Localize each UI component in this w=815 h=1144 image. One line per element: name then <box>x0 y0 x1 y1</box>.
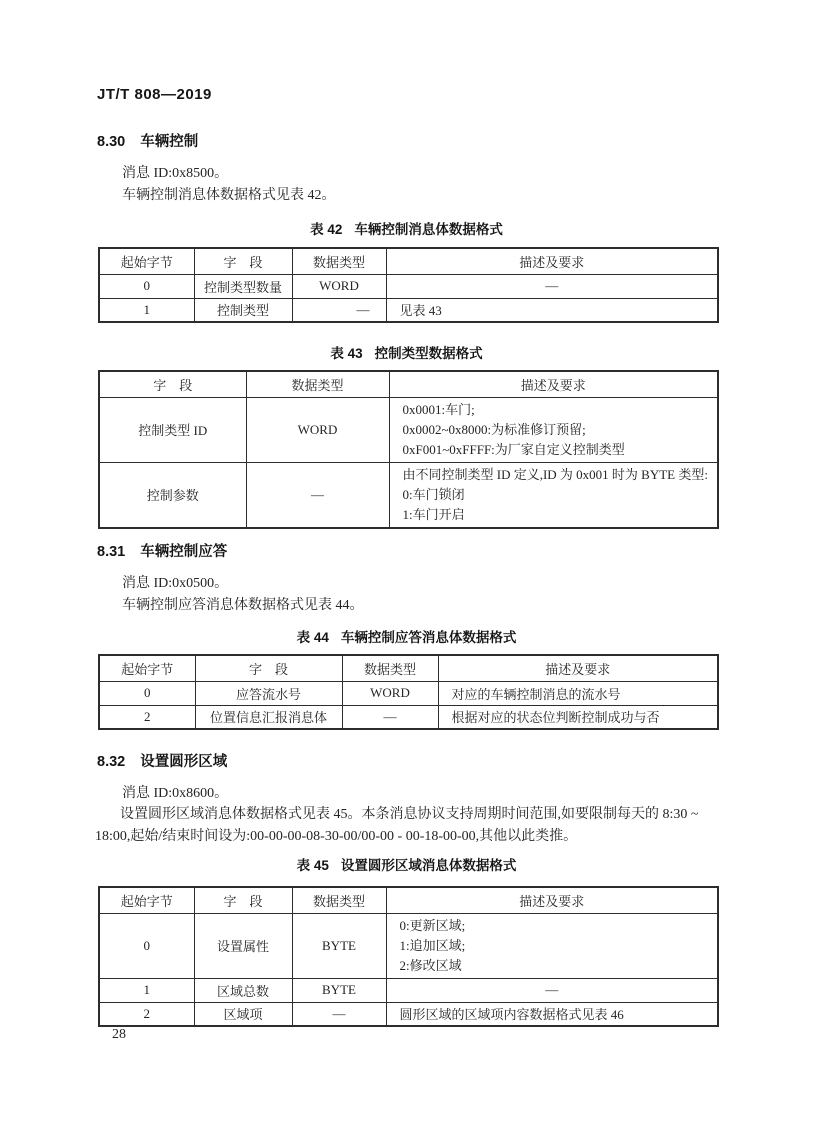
table-cell: BYTE <box>292 978 386 1002</box>
table-label: 表 44 <box>296 630 329 645</box>
table-45 <box>98 886 719 1027</box>
table-cell: BYTE <box>292 913 386 978</box>
table-cell: 区域总数 <box>194 978 292 1002</box>
header-cell: 字 段 <box>195 655 342 681</box>
table-row <box>99 397 718 462</box>
table-caption: 设置圆形区域消息体数据格式 <box>340 858 517 873</box>
table-label: 表 45 <box>296 858 329 873</box>
table-cell: WORD <box>342 681 438 705</box>
header-cell: 描述及要求 <box>386 887 718 913</box>
cell-line: 0xF001~0xFFFF:为厂家自定义控制类型 <box>402 441 625 457</box>
paragraph-msg-id-8500: 消息 ID:0x8500。 <box>122 166 229 181</box>
table-45-title <box>97 854 716 874</box>
table-row <box>99 705 718 729</box>
section-title: 车辆控制应答 <box>140 544 228 560</box>
section-title: 设置圆形区域 <box>140 754 228 770</box>
table-cell: 位置信息汇报消息体 <box>195 705 342 729</box>
section-heading-8-32 <box>97 750 227 771</box>
header-cell: 字 段 <box>194 887 292 913</box>
table-cell: 根据对应的状态位判断控制成功与否 <box>438 705 718 729</box>
paragraph-see-table-42: 车辆控制消息体数据格式见表 42。 <box>122 188 336 203</box>
table-44-title <box>97 626 716 646</box>
table-cell <box>386 913 718 978</box>
table-cell: 圆形区域的区域项内容数据格式见表 46 <box>386 1002 718 1026</box>
section-number: 8.31 <box>97 544 126 560</box>
cell-line: 0x0001:车门; <box>402 401 475 417</box>
paragraph-line: 设置圆形区域消息体数据格式见表 45。本条消息协议支持周期时间范围,如要限制每天的 8:30 ~ <box>120 807 699 822</box>
table-label: 表 43 <box>330 346 363 361</box>
table-header-row <box>99 887 718 913</box>
table-header-row <box>99 371 718 397</box>
page-number: 28 <box>112 1027 126 1042</box>
table-cell: — <box>386 274 718 298</box>
paragraph-circular-area <box>95 804 717 848</box>
table-caption: 车辆控制消息体数据格式 <box>354 222 503 237</box>
table-row <box>99 681 718 705</box>
cell-line: 2:修改区域 <box>399 957 462 973</box>
header-cell: 数据类型 <box>246 371 389 397</box>
section-heading-8-31 <box>97 540 227 561</box>
table-row <box>99 978 718 1002</box>
table-42-title <box>97 218 716 238</box>
table-cell: 对应的车辆控制消息的流水号 <box>438 681 718 705</box>
cell-line: 0x0002~0x8000:为标准修订预留; <box>402 421 586 437</box>
header-cell: 字 段 <box>99 371 246 397</box>
table-cell: 0 <box>99 274 194 298</box>
cell-line: 1:追加区域; <box>399 937 466 953</box>
table-label: 表 42 <box>310 222 343 237</box>
table-43-title <box>97 342 716 362</box>
table-cell: — <box>292 1002 386 1026</box>
table-cell: 控制类型数量 <box>194 274 292 298</box>
table-row <box>99 1002 718 1026</box>
section-heading-8-30 <box>97 130 198 151</box>
cell-line: 由不同控制类型 ID 定义,ID 为 0x001 时为 BYTE 类型: <box>402 466 708 482</box>
table-cell: 应答流水号 <box>195 681 342 705</box>
table-cell: 1 <box>99 298 194 322</box>
section-number: 8.30 <box>97 134 126 150</box>
table-row <box>99 274 718 298</box>
section-number: 8.32 <box>97 754 126 770</box>
paragraph-msg-id-0500: 消息 ID:0x0500。 <box>122 576 229 591</box>
table-cell: 0 <box>99 913 194 978</box>
cell-line: 0:车门锁闭 <box>402 486 465 502</box>
header-cell: 起始字节 <box>99 655 195 681</box>
table-row <box>99 298 718 322</box>
table-cell <box>389 462 718 528</box>
section-title: 车辆控制 <box>140 134 199 150</box>
table-cell: 区域项 <box>194 1002 292 1026</box>
table-cell: 控制类型 ID <box>99 397 246 462</box>
header-cell: 数据类型 <box>342 655 438 681</box>
table-cell: 2 <box>99 1002 194 1026</box>
paragraph-see-table-44: 车辆控制应答消息体数据格式见表 44。 <box>122 598 364 613</box>
cell-line: 1:车门开启 <box>402 506 465 522</box>
table-cell: 见表 43 <box>386 298 718 322</box>
header-cell: 描述及要求 <box>438 655 718 681</box>
table-cell: 控制类型 <box>194 298 292 322</box>
table-42 <box>98 247 719 323</box>
table-44 <box>98 654 719 730</box>
table-cell: 1 <box>99 978 194 1002</box>
header-cell: 描述及要求 <box>389 371 718 397</box>
table-cell: 控制参数 <box>99 462 246 528</box>
table-cell: — <box>292 298 386 322</box>
table-cell: 设置属性 <box>194 913 292 978</box>
table-cell: WORD <box>246 397 389 462</box>
paragraph-msg-id-8600: 消息 ID:0x8600。 <box>122 786 229 801</box>
header-cell: 字 段 <box>194 248 292 274</box>
header-cell: 起始字节 <box>99 887 194 913</box>
header-cell: 起始字节 <box>99 248 194 274</box>
table-cell: 2 <box>99 705 195 729</box>
table-cell <box>389 397 718 462</box>
table-cell: — <box>246 462 389 528</box>
table-header-row <box>99 655 718 681</box>
doc-header: JT/T 808—2019 <box>97 86 212 103</box>
table-row <box>99 913 718 978</box>
cell-line: 0:更新区域; <box>399 917 466 933</box>
table-row <box>99 462 718 528</box>
table-cell: — <box>386 978 718 1002</box>
header-cell: 数据类型 <box>292 248 386 274</box>
table-cell: 0 <box>99 681 195 705</box>
header-cell: 描述及要求 <box>386 248 718 274</box>
table-caption: 控制类型数据格式 <box>374 346 483 361</box>
table-header-row <box>99 248 718 274</box>
table-43 <box>98 370 719 529</box>
header-cell: 数据类型 <box>292 887 386 913</box>
table-caption: 车辆控制应答消息体数据格式 <box>340 630 517 645</box>
table-cell: — <box>342 705 438 729</box>
paragraph-line: 18:00,起始/结束时间设为:00-00-00-08-30-00/00-00 - 00-18-00-00,其他以此类推。 <box>95 829 578 844</box>
table-cell: WORD <box>292 274 386 298</box>
